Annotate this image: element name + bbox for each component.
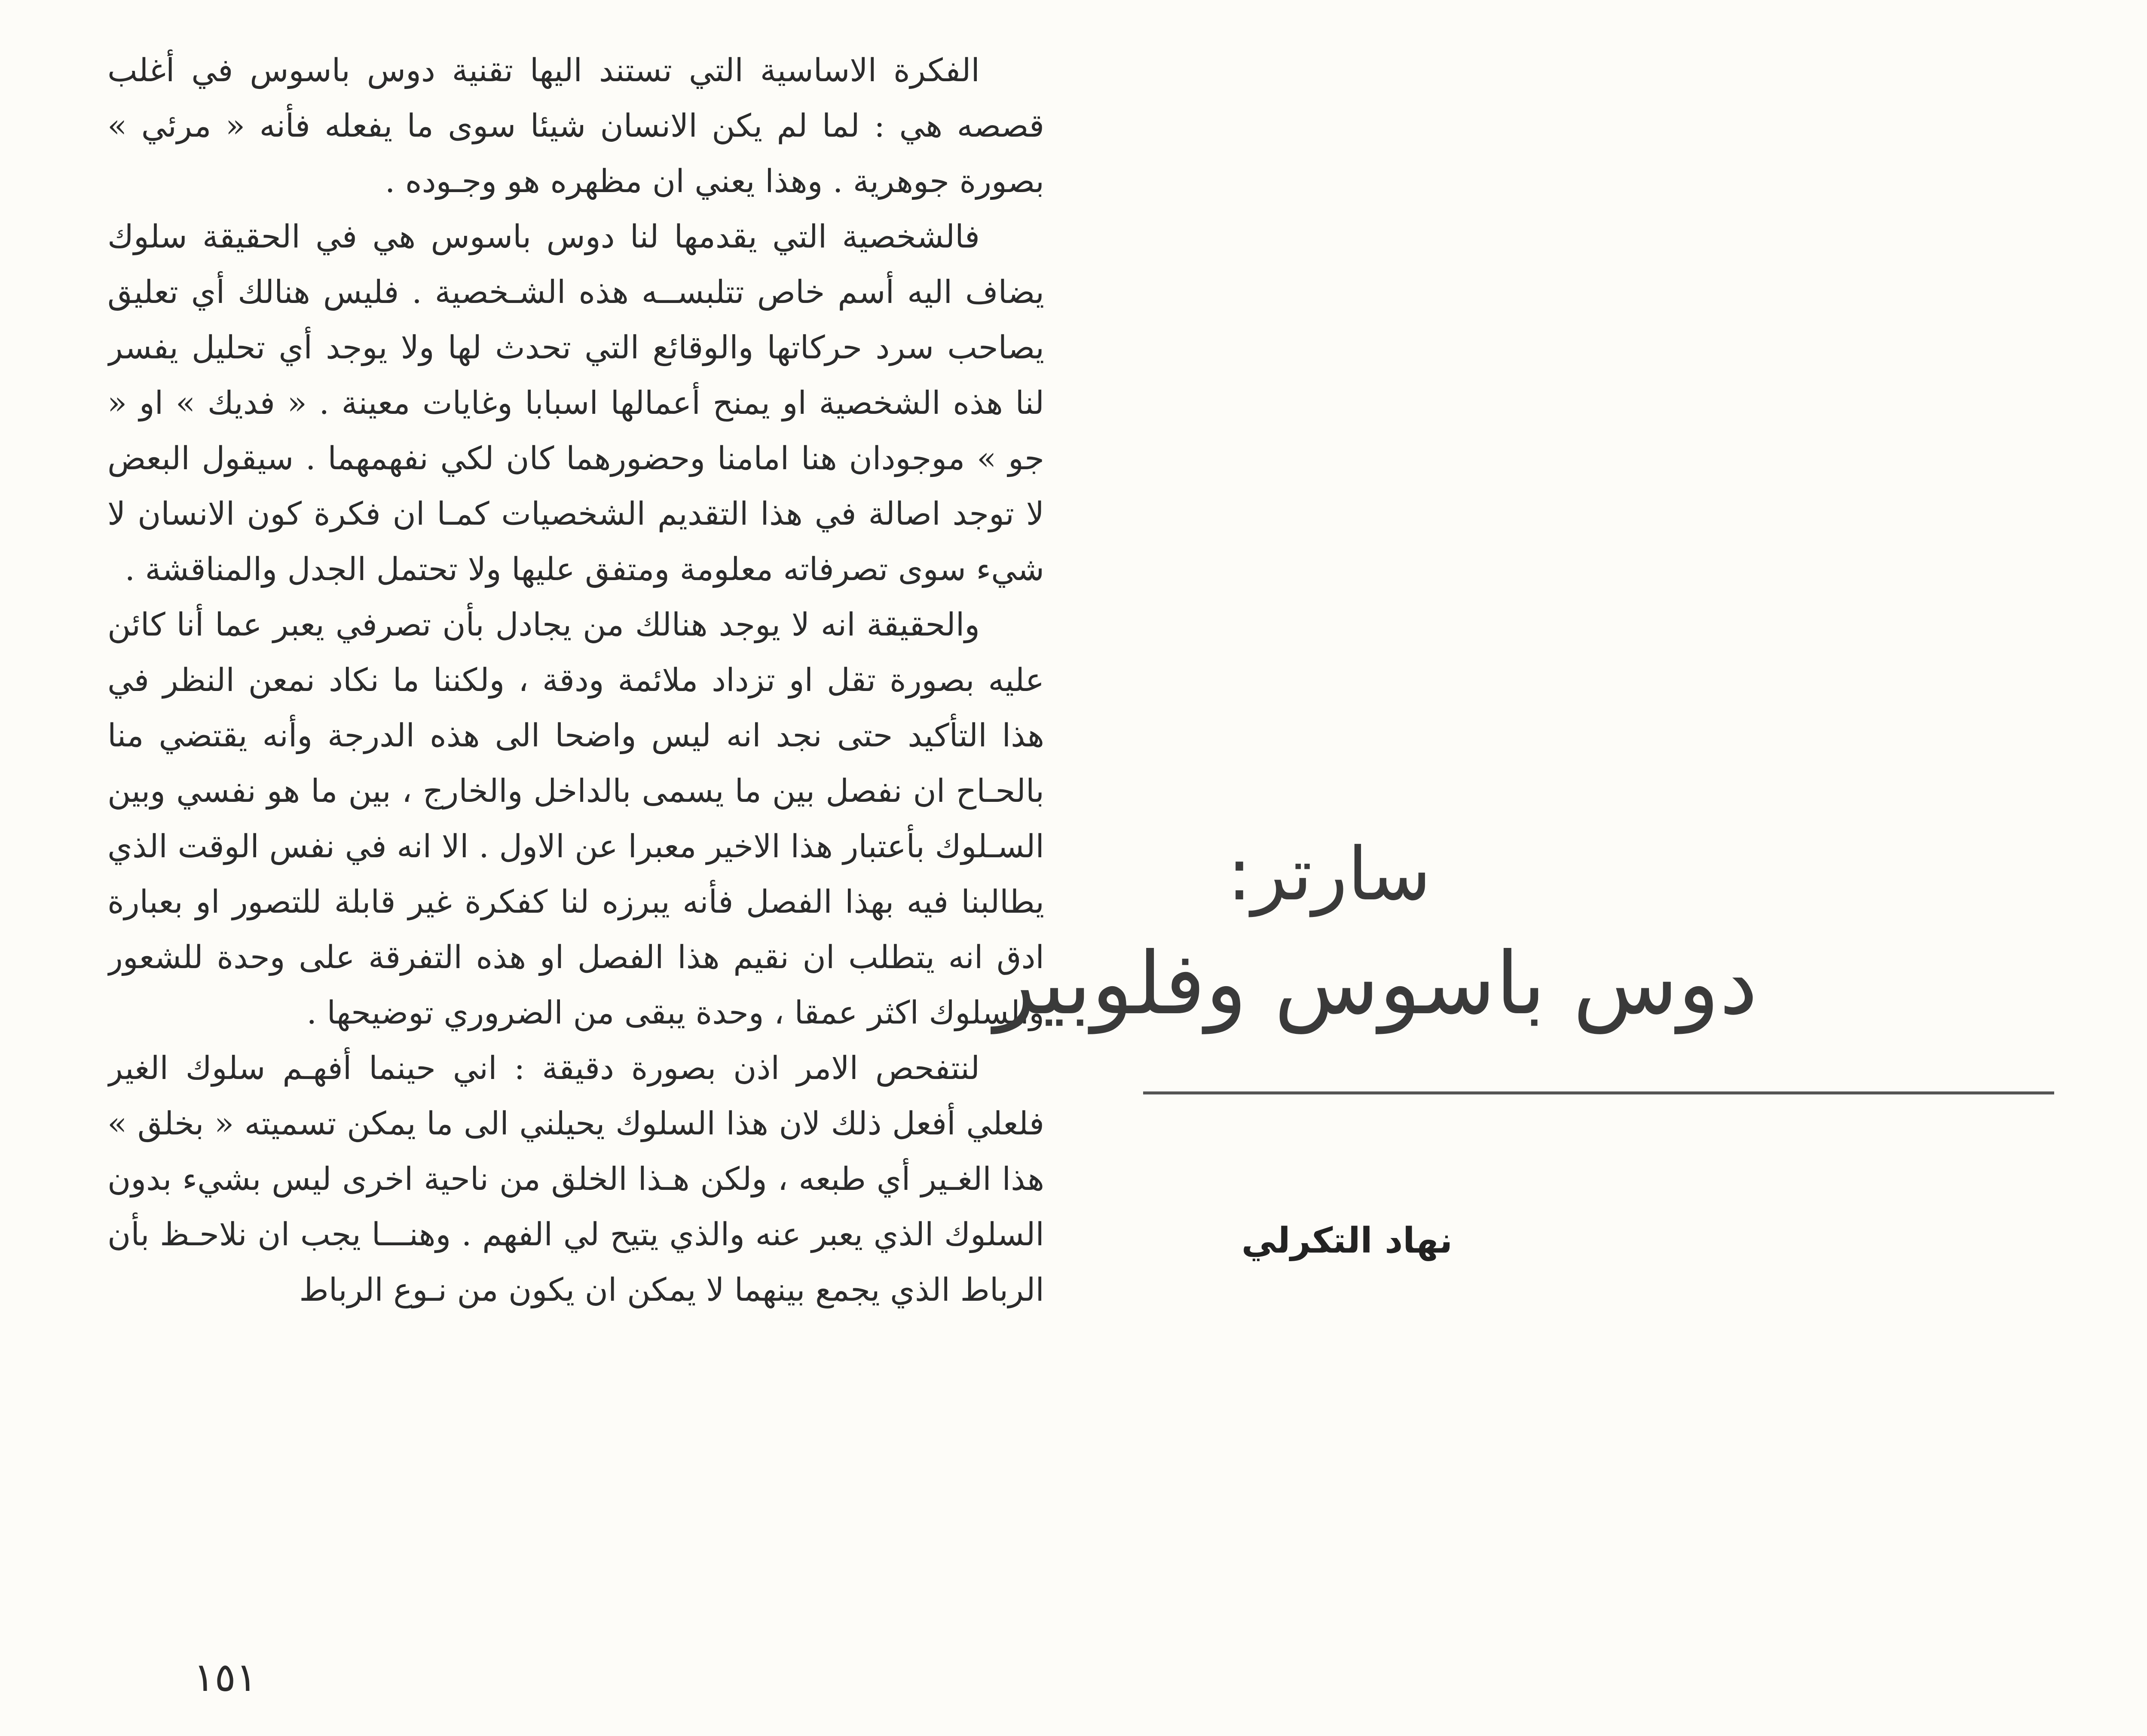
title-divider (1143, 1091, 2054, 1094)
article-body (107, 43, 1044, 1633)
paragraph-4: لنتفحص الامر اذن بصورة دقيقة : اني حينما أفهـم سلوك الغير فلعلي أفعل ذلك لان هذا السلوك يحيلني الى ما يمكن تسميته « بخلق » هذا الغـير أي طبعه ، ولكن هـذا الخلق من ناحية اخرى ليس بشيء بدون السلوك الذي يعبر عنه والذي يتيح لي الفهم . وهنـــا يجب ان نلاحـظ بأن الرباط الذي يجمع بينهما لا يمكن ان يكون من نـوع الرباط (107, 1050, 1044, 1308)
title-line-2: دوس باسوس وفلوبير (994, 934, 1758, 1034)
paragraph-1: الفكرة الاساسية التي تستند اليها تقنية دوس باسوس في أغلب قصصه هي : لما لم يكن الانسان شيئا سوى ما يفعله فأنه « مرئي » بصورة جوهرية . وهذا يعني ان مظهره هو وجـوده . (107, 52, 1044, 200)
title-line-1: سارتر: (1227, 832, 1431, 917)
author-name: نهاد التكرلي (1241, 1220, 1453, 1261)
paragraph-3: والحقيقة انه لا يوجد هنالك من يجادل بأن تصرفي يعبر عما أنا كائن عليه بصورة تقل او تزداد ملائمة ودقة ، ولكننا ما نكاد نمعن النظر في هذا التأكيد حتى نجد انه ليس واضحا الى هذه الدرجة وأنه يقتضي منا بالحـاح ان نفصل بين ما يسمى بالداخل والخارج ، بين ما هو نفسي وبين السـلوك بأعتبار هذا الاخير معبرا عن الاول . الا انه في نفس الوقت الذي يطالبنا فيه بهذا الفصل فأنه يبرزه لنا كفكرة غير قابلة للتصور او بعبارة ادق انه يتطلب ان نقيم هذا الفصل او هذه التفرقة على وحدة للشعور والسلوك اكثر عمقا ، وحدة يبقى من الضروري توضيحها . (107, 606, 1044, 1031)
page-number: ١٥١ (193, 1654, 257, 1700)
paragraph-2: فالشخصية التي يقدمها لنا دوس باسوس هي في الحقيقة سلوك يضاف اليه أسم خاص تتلبســه هذه الشـخصية . فليس هنالك أي تعليق يصاحب سرد حركاتها والوقائع التي تحدث لها ولا يوجد أي تحليل يفسر لنا هذه الشخصية او يمنح أعمالها اسبابا وغايات معينة . « فديك » او « جو » موجودان هنا امامنا وحضورهما كان لكي نفهمهما . سيقول البعض لا توجد اصالة في هذا التقديم الشخصيات كمـا ان فكرة كون الانسان لا شيء سوى تصرفاته معلومة ومتفق عليها ولا تحتمل الجدل والمناقشة . (107, 218, 1044, 588)
